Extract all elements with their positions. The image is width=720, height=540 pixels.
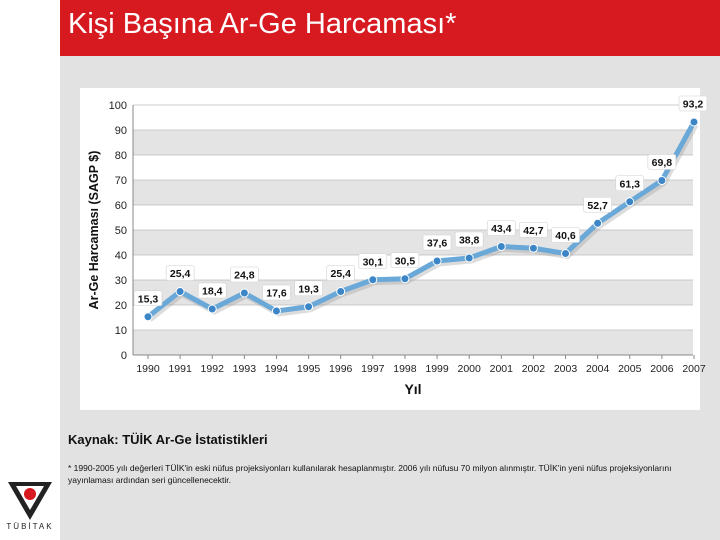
data-point: [594, 219, 602, 227]
x-tick-label: 2003: [553, 363, 578, 375]
x-tick-label: 2002: [521, 363, 546, 375]
left-strip: [0, 0, 60, 540]
y-tick-label: 30: [114, 275, 127, 287]
data-label: 17,6: [266, 287, 287, 300]
data-point: [401, 275, 409, 283]
data-point: [305, 303, 313, 311]
data-label: 24,8: [234, 269, 255, 282]
data-label: 40,6: [555, 230, 576, 242]
x-tick-label: 1992: [200, 363, 224, 375]
x-tick-label: 1990: [136, 363, 160, 375]
data-point: [626, 198, 634, 206]
data-point: [658, 177, 666, 185]
x-tick-label: 2001: [489, 363, 513, 375]
x-tick-label: 1993: [232, 363, 257, 375]
data-label: 52,7: [587, 199, 608, 212]
page-title: Kişi Başına Ar-Ge Harcaması*: [68, 8, 457, 40]
footnote: * 1990-2005 yılı değerleri TÜİK'in eski nüfus projeksiyonları kullanılarak hesaplanmıştır. 2006 yılı nüfusu 70 milyon alınmıştır. TÜİK'in yeni nüfus projeksiyonlarını yayınlaması ardından seri güncellenecektir.: [68, 463, 672, 485]
header-bar: [60, 0, 720, 56]
data-label: 30,1: [362, 256, 384, 269]
y-tick-label: 90: [114, 125, 127, 137]
grid-band: [133, 130, 693, 155]
y-tick-label: 10: [114, 325, 127, 337]
y-tick-label: 100: [108, 100, 127, 112]
data-point: [690, 118, 698, 126]
source-note: Kaynak: TÜİK Ar-Ge İstatistikleri: [68, 432, 268, 447]
x-tick-label: 1999: [425, 363, 449, 375]
grid-band: [133, 230, 693, 255]
grid-band: [133, 330, 693, 355]
data-label: 38,8: [458, 234, 480, 247]
x-tick-label: 2004: [585, 363, 610, 375]
x-tick-label: 1998: [393, 363, 417, 375]
y-axis-label: Ar-Ge Harcaması (SAGP $): [87, 150, 101, 310]
data-point: [176, 288, 184, 296]
x-tick-label: 2007: [682, 363, 706, 375]
logo-text: TÜBİTAK: [6, 522, 54, 531]
data-point: [497, 243, 505, 251]
grid-layer: [133, 105, 693, 355]
data-point: [144, 313, 152, 321]
x-tick-label: 1995: [296, 363, 321, 375]
y-tick-label: 20: [114, 300, 127, 312]
x-tick-label: 2005: [618, 363, 642, 375]
y-tick-label: 40: [114, 250, 127, 262]
data-point: [465, 254, 473, 262]
data-point: [529, 244, 537, 252]
data-label: 43,4: [491, 223, 512, 235]
data-point: [208, 305, 216, 313]
data-label: 18,4: [202, 285, 223, 298]
grid-band: [133, 155, 693, 180]
data-point: [433, 257, 441, 265]
data-point: [272, 307, 280, 315]
y-tick-label: 60: [114, 200, 127, 212]
x-tick-label: 1991: [168, 363, 192, 375]
data-label: 61,3: [619, 178, 640, 191]
data-label: 93,2: [682, 98, 704, 111]
data-label: 42,7: [523, 224, 544, 237]
y-tick-label: 80: [114, 150, 127, 162]
data-label: 15,3: [137, 293, 159, 306]
data-label: 37,6: [426, 237, 448, 250]
data-label: 69,8: [651, 157, 673, 169]
x-tick-label: 1994: [264, 363, 289, 375]
x-tick-label: 1997: [361, 363, 385, 375]
line-chart: [80, 88, 706, 410]
data-point: [562, 250, 570, 258]
data-point: [369, 276, 377, 284]
grid-band: [133, 105, 693, 130]
y-tick-label: 70: [114, 175, 127, 187]
x-axis-label: Yıl: [404, 381, 422, 397]
data-point: [240, 289, 248, 297]
x-tick-label: 2006: [650, 363, 674, 375]
data-label: 19,3: [298, 283, 319, 296]
x-tick-label: 2000: [457, 363, 481, 375]
data-label: 25,4: [169, 268, 191, 280]
x-tick-label: 1996: [329, 363, 353, 375]
data-label: 30,5: [394, 255, 416, 268]
y-tick-label: 50: [114, 225, 127, 237]
data-label: 25,4: [330, 268, 351, 280]
data-point: [337, 288, 345, 296]
y-tick-label: 0: [120, 350, 127, 362]
